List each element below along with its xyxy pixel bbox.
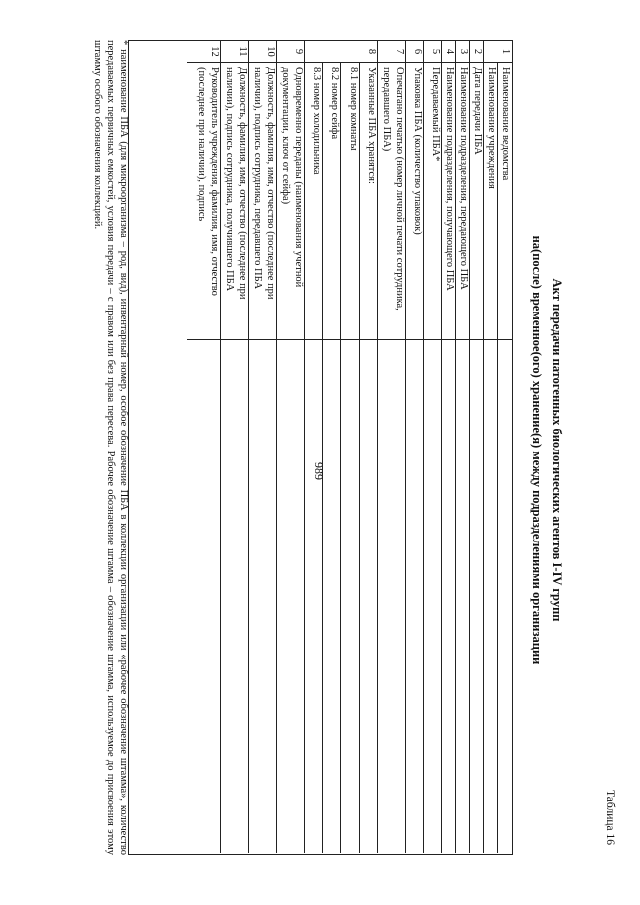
row-number: 8 [360,41,378,63]
row-label: Наименование учреждения [486,67,497,189]
row-label: Должность, фамилия, имя, отчество (последнее при наличии), подпись сотрудника, получившего ПБА [224,67,248,300]
row-divider [423,41,424,853]
transfer-act-table [128,40,513,855]
row-label: 8.2 номер сейфа [329,67,340,140]
page-number: 989 [312,462,326,480]
row-divider [340,63,341,853]
row-label: Наименование ведомства [500,67,511,181]
row-number: 5 [424,41,442,63]
table-row [484,41,498,853]
row-divider [322,63,323,853]
column-divider [187,339,512,340]
table-row [305,41,323,853]
row-number [305,41,323,63]
row-number: 3 [456,41,470,63]
row-divider [469,41,470,853]
row-label: Указанные ПБА хранятся: [366,67,377,184]
row-number [341,41,360,63]
row-number [323,41,341,63]
row-number: 10 [249,41,277,63]
row-number: 12 [187,41,221,63]
row-divider [248,41,249,853]
row-label: Руководитель учреждения, фамилия, имя, отчество (последнее при наличии), подпись [196,67,220,296]
row-label: Дата передачи ПБА [472,67,483,155]
row-number: 2 [470,41,484,63]
table-row [341,41,360,853]
table-row [456,41,470,853]
row-divider [220,41,221,853]
table-row [470,41,484,853]
table-row [187,41,221,853]
table-label: Таблица 16 [604,790,616,845]
row-number: 4 [442,41,456,63]
row-label: Должность, фамилия, имя, отчество (последнее при наличии), подпись сотрудника, передавшего ПБА [252,67,276,300]
row-number: 1 [498,41,512,63]
row-divider [276,41,277,853]
row-divider [497,63,498,853]
row-label: Упаковка ПБА (количество упаковок) [412,67,423,235]
row-label: Передаваемый ПБА* [430,67,441,162]
row-divider [377,41,378,853]
table-row [424,41,442,853]
row-label: 8.1 номер комнаты [348,67,359,151]
table-row [249,41,277,853]
row-number: 9 [277,41,305,63]
document-title: Акт передачи патогенных биологических агентов I-IV групп [550,278,564,622]
footnote: * наименование ПБА (для микроорганизма – род, вид), инвентарный номер, особое обозначение ПБА в коллекции организации или «рабочее обозначение штамма», количество передаваемых первичных емкостей, условия передачи – с правом или без права пересева. Рабочее обозначение штамма – обозначение штамма, используемое до присвоения этому штамму особого обозначения коллекцией. [92,40,129,855]
table-row [277,41,305,853]
row-divider [441,41,442,853]
row-label: Наименование подразделения, передающего ПБА [458,67,469,290]
table-row [442,41,456,853]
row-divider [483,41,484,853]
table-row [498,41,512,853]
row-divider [455,41,456,853]
row-label: Наименование подразделения, получающего ПБА [444,67,455,291]
table-row [323,41,341,853]
row-label: 8.3 номер холодильника [311,67,322,175]
row-number: 11 [221,41,249,63]
row-divider [359,63,360,853]
row-number: 7 [378,41,406,63]
table-row [378,41,406,853]
table-row [221,41,249,853]
row-number: 6 [406,41,424,63]
row-label: Одновременно переданы (наименования учетной документации, ключ от сейфа) [280,67,304,288]
row-divider [405,41,406,853]
row-number [484,41,498,63]
row-divider [304,41,305,853]
document-subtitle: на(после) временное(ого) хранение(я) между подразделениями организации [530,235,544,665]
table-row [406,41,424,853]
table-row [360,41,378,853]
row-label: Опечатано печатью (номер личной печати сотрудника, передавшего ПБА) [381,67,405,311]
